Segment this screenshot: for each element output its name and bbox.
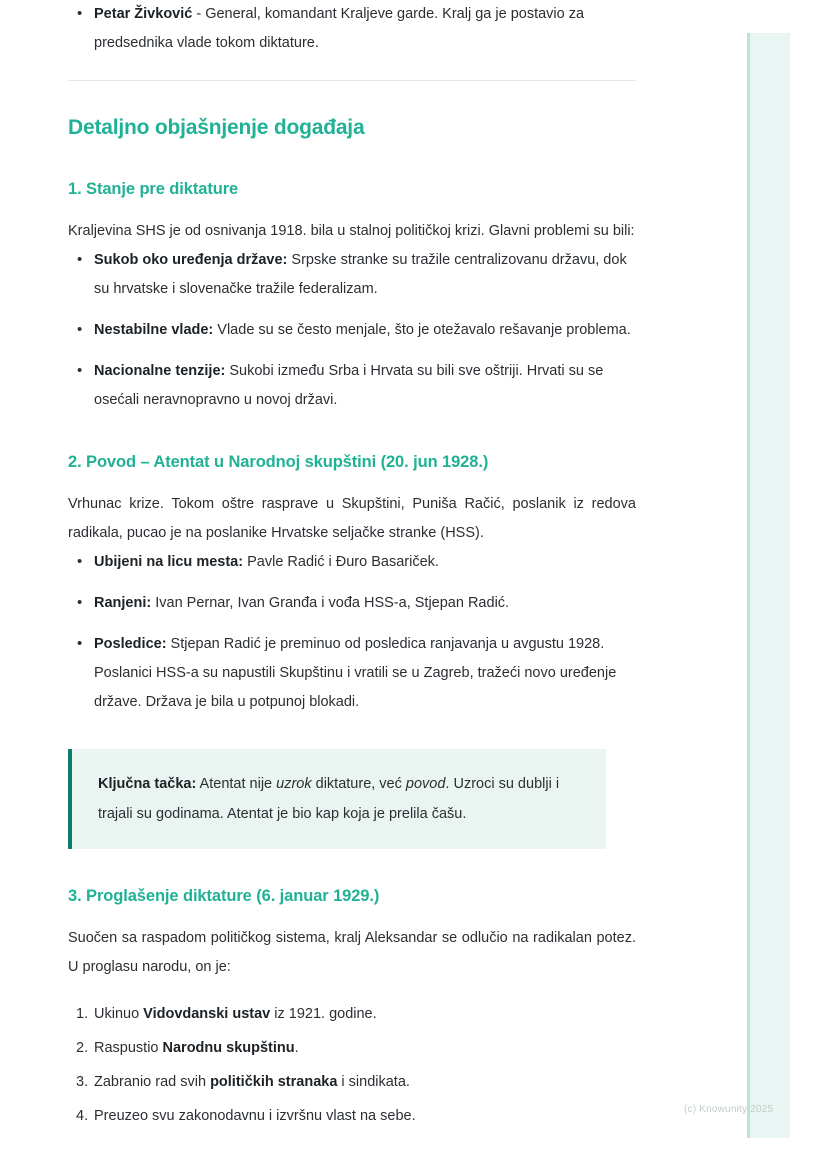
list-item-bold: Ranjeni:: [94, 595, 152, 611]
heading-part-2: 2. Povod – Atentat u Narodnoj skupštini (20. jun 1928.): [68, 453, 489, 471]
list-item-post: i sindikata.: [337, 1074, 410, 1090]
list-item-text: Sukobi između Srba i Hrvata su bili sve oštriji. Hrvati su se osećali neravnopravno u novoj državi.: [94, 363, 604, 408]
bullet-list-part-2: [68, 548, 636, 717]
list-item-text: Pavle Radić i Đuro Basariček.: [243, 554, 439, 570]
list-item-pre: Raspustio: [94, 1040, 163, 1056]
paragraph-part-2: Vrhunac krize. Tokom oštre rasprave u Skupštini, Puniša Račić, poslanik iz redova radikala, pucao je na poslanike Hrvatske seljačke stranke (HSS).: [68, 496, 636, 541]
list-item: [68, 316, 636, 345]
list-item-text: Ivan Pernar, Ivan Granđa i vođa HSS-a, Stjepan Radić.: [151, 595, 510, 611]
list-item-text: Vlade su se često menjale, što je otežavalo rešavanje problema.: [213, 322, 631, 338]
list-item-bold: Posledice:: [94, 636, 167, 652]
list-item-bold: Vidovdanski ustav: [143, 1006, 271, 1022]
callout-text-1: Atentat nije: [196, 776, 277, 792]
heading-part-3: 3. Proglašenje diktature (6. januar 1929.): [68, 887, 380, 905]
list-item: [68, 548, 636, 577]
bullet-list-part-1: [68, 246, 636, 415]
callout-italic-1: uzrok: [276, 776, 312, 792]
list-item-pre: Ukinuo: [94, 1006, 144, 1022]
list-item: [68, 246, 636, 304]
right-edge-panel: [750, 33, 790, 1138]
list-item: [68, 0, 636, 58]
list-item: [68, 1000, 636, 1029]
list-item-post: iz 1921. godine.: [270, 1006, 377, 1022]
intro-bullet-rest: - General, komandant Kraljeve garde. Kralj ga je postavio za predsednika vlade tokom diktature.: [94, 6, 585, 51]
list-item-bold: Nacionalne tenzije:: [94, 363, 226, 379]
intro-bullet-bold: Petar Živković: [94, 6, 193, 22]
list-item-text: Srpske stranke su tražile centralizovanu državu, dok su hrvatske i slovenačke tražile federalizam.: [94, 252, 627, 297]
list-item-post: .: [294, 1040, 299, 1056]
watermark-text: (c) Knowunity 2025: [684, 1104, 774, 1115]
list-item-pre: Zabranio rad svih: [94, 1074, 211, 1090]
key-point-callout: [68, 749, 606, 849]
list-item-bold: Sukob oko uređenja države:: [94, 252, 288, 268]
list-item: [68, 357, 636, 415]
list-item-text: Stjepan Radić je preminuo od posledica ranjavanja u avgustu 1928. Poslanici HSS-a su napustili Skupštinu i vratili se u Zagreb, tražeći novo uređenje države. Država je bila u potpunoj blokadi.: [94, 636, 617, 710]
document-content: [68, 0, 636, 1136]
list-item-bold: Narodnu skupštinu: [162, 1040, 295, 1056]
list-item-bold: političkih stranaka: [210, 1074, 338, 1090]
list-item: [68, 1068, 636, 1097]
section-divider: [68, 80, 636, 81]
paragraph-part-1: Kraljevina SHS je od osnivanja 1918. bila u stalnoj političkoj krizi. Glavni problemi su bili:: [68, 223, 635, 239]
paragraph-part-3: Suočen sa raspadom političkog sistema, kralj Aleksandar se odlučio na radikalan potez. U proglasu narodu, on je:: [68, 930, 636, 975]
intro-bullet-list: [68, 0, 636, 58]
page-title: Detaljno objašnjenje događaja: [68, 116, 365, 139]
heading-part-1: 1. Stanje pre diktature: [68, 180, 239, 198]
callout-italic-2: povod: [405, 776, 446, 792]
callout-text-2: diktature, već: [311, 776, 406, 792]
list-item: [68, 1102, 636, 1131]
list-item: [68, 1034, 636, 1063]
list-item: [68, 630, 636, 717]
callout-bold-label: Ključna tačka:: [98, 776, 197, 792]
callout-text-3: . Uzroci su dublji i trajali su godinama. Atentat je bio kap koja je prelila čašu.: [98, 776, 560, 822]
list-item: [68, 589, 636, 618]
numbered-list-part-3: [68, 1000, 636, 1131]
list-item-pre: Preuzeo svu zakonodavnu i izvršnu vlast na sebe.: [94, 1108, 416, 1124]
list-item-bold: Ubijeni na licu mesta:: [94, 554, 244, 570]
callout-paragraph: [98, 769, 584, 829]
list-item-bold: Nestabilne vlade:: [94, 322, 214, 338]
